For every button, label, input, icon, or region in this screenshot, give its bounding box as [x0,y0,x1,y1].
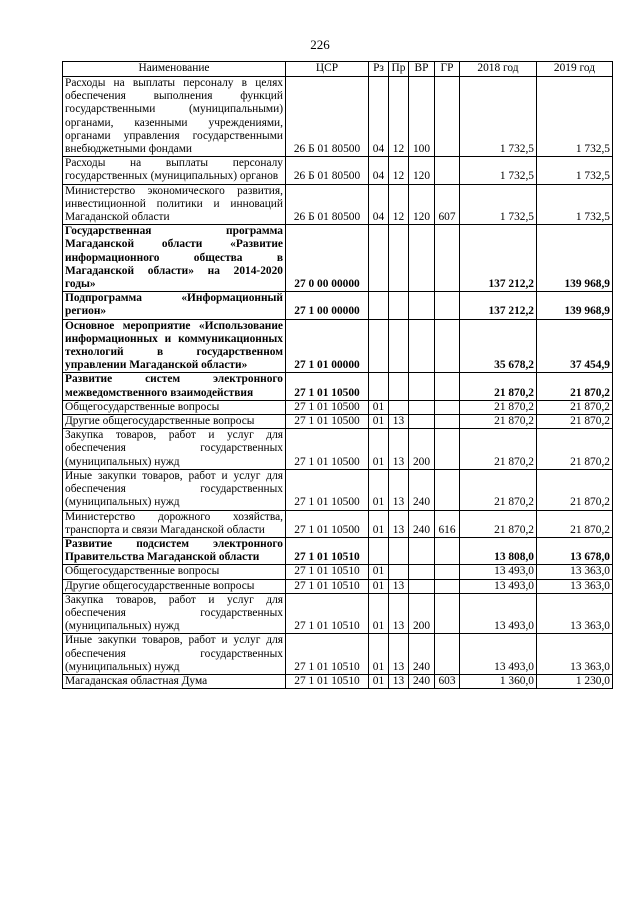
cell-rz [369,225,389,292]
cell-csr: 27 1 01 10500 [286,400,369,414]
cell-gr [435,225,460,292]
cell-csr: 27 1 01 10510 [286,537,369,564]
cell-2019: 21 870,2 [537,469,613,510]
header-2018: 2018 год [460,62,537,77]
cell-2018: 21 870,2 [460,469,537,510]
cell-vr: 240 [409,674,435,688]
cell-2018: 21 870,2 [460,510,537,537]
table-row [63,469,613,510]
cell-vr [409,579,435,593]
table-row [63,537,613,564]
cell-2019: 21 870,2 [537,415,613,429]
cell-vr [409,400,435,414]
budget-table [62,61,613,689]
cell-gr [435,400,460,414]
cell-gr [435,319,460,373]
cell-gr [435,634,460,675]
cell-vr: 120 [409,157,435,184]
cell-gr [435,373,460,400]
cell-2019: 1 732,5 [537,184,613,225]
cell-gr [435,292,460,319]
cell-vr: 200 [409,593,435,634]
cell-name: Другие общегосударственные вопросы [63,579,286,593]
cell-vr [409,292,435,319]
table-row [63,319,613,373]
cell-csr: 27 1 00 00000 [286,292,369,319]
cell-name: Министерство дорожного хозяйства, транспорта и связи Магаданской области [63,510,286,537]
cell-csr: 27 1 01 10510 [286,579,369,593]
cell-vr: 120 [409,184,435,225]
cell-2018: 137 212,2 [460,225,537,292]
cell-pr [389,565,409,579]
cell-2019: 1 732,5 [537,157,613,184]
cell-rz: 04 [369,157,389,184]
cell-2018: 137 212,2 [460,292,537,319]
cell-name: Министерство экономического развития, инвестиционной политики и инноваций Магаданской области [63,184,286,225]
table-row [63,292,613,319]
cell-rz: 01 [369,593,389,634]
cell-rz: 01 [369,400,389,414]
cell-2018: 13 493,0 [460,593,537,634]
table-row [63,415,613,429]
cell-2018: 13 493,0 [460,565,537,579]
cell-2018: 21 870,2 [460,415,537,429]
table-row [63,429,613,470]
cell-name: Общегосударственные вопросы [63,565,286,579]
cell-gr [435,415,460,429]
cell-vr: 100 [409,77,435,157]
cell-rz: 04 [369,184,389,225]
cell-gr [435,593,460,634]
cell-pr [389,225,409,292]
cell-2019: 13 678,0 [537,537,613,564]
cell-name: Подпрограмма «Информационный регион» [63,292,286,319]
cell-2018: 1 732,5 [460,184,537,225]
cell-csr: 27 1 01 10500 [286,510,369,537]
cell-2018: 21 870,2 [460,373,537,400]
cell-2019: 139 968,9 [537,225,613,292]
cell-rz: 01 [369,634,389,675]
cell-csr: 27 1 01 10500 [286,429,369,470]
table-row [63,510,613,537]
table-row [63,593,613,634]
cell-rz: 01 [369,429,389,470]
header-row [63,62,613,77]
cell-2019: 1 230,0 [537,674,613,688]
cell-csr: 26 Б 01 80500 [286,184,369,225]
cell-name: Магаданская областная Дума [63,674,286,688]
cell-rz: 01 [369,510,389,537]
header-rz: Рз [369,62,389,77]
cell-vr [409,565,435,579]
cell-2018: 13 808,0 [460,537,537,564]
cell-pr [389,537,409,564]
cell-2018: 21 870,2 [460,429,537,470]
cell-csr: 27 1 01 10500 [286,415,369,429]
cell-gr [435,579,460,593]
cell-2018: 1 732,5 [460,157,537,184]
header-2019: 2019 год [537,62,613,77]
cell-name: Расходы на выплаты персоналу государственных (муниципальных) органов [63,157,286,184]
header-csr: ЦСР [286,62,369,77]
cell-2018: 35 678,2 [460,319,537,373]
cell-vr [409,537,435,564]
cell-gr: 607 [435,184,460,225]
cell-gr [435,469,460,510]
cell-2019: 37 454,9 [537,319,613,373]
cell-2019: 139 968,9 [537,292,613,319]
cell-rz: 01 [369,674,389,688]
cell-pr: 12 [389,184,409,225]
cell-pr: 12 [389,157,409,184]
cell-rz: 01 [369,415,389,429]
cell-csr: 27 1 01 10510 [286,674,369,688]
cell-csr: 27 1 01 10510 [286,593,369,634]
cell-pr: 13 [389,429,409,470]
header-gr: ГР [435,62,460,77]
cell-pr: 13 [389,579,409,593]
cell-vr: 240 [409,510,435,537]
cell-pr: 13 [389,469,409,510]
header-name: Наименование [63,62,286,77]
cell-2019: 21 870,2 [537,429,613,470]
cell-csr: 26 Б 01 80500 [286,157,369,184]
cell-rz [369,537,389,564]
cell-vr [409,225,435,292]
cell-gr [435,77,460,157]
table-row [63,674,613,688]
cell-2019: 13 363,0 [537,579,613,593]
cell-name: Развитие систем электронного межведомственного взаимодействия [63,373,286,400]
cell-rz: 01 [369,579,389,593]
cell-2019: 13 363,0 [537,565,613,579]
cell-2019: 21 870,2 [537,373,613,400]
cell-pr: 13 [389,415,409,429]
cell-gr [435,565,460,579]
cell-vr: 240 [409,469,435,510]
cell-csr: 27 1 01 00000 [286,319,369,373]
table-row [63,400,613,414]
page-number: 226 [310,37,330,52]
cell-2018: 13 493,0 [460,634,537,675]
cell-name: Расходы на выплаты персоналу в целях обеспечения выполнения функций государственными (муниципальными) органами, казенными учреждениями, органами управления государственными внебюджетными фондами [63,77,286,157]
cell-pr [389,373,409,400]
cell-csr: 27 0 00 00000 [286,225,369,292]
cell-name: Основное мероприятие «Использование информационных и коммуникационных технологий в государственном управлении Магаданской области» [63,319,286,373]
cell-2018: 21 870,2 [460,400,537,414]
cell-gr [435,429,460,470]
table-row [63,565,613,579]
cell-rz: 04 [369,77,389,157]
cell-2019: 21 870,2 [537,510,613,537]
cell-gr: 616 [435,510,460,537]
cell-vr [409,415,435,429]
cell-pr [389,292,409,319]
cell-pr [389,400,409,414]
cell-2018: 1 360,0 [460,674,537,688]
cell-vr [409,319,435,373]
header-vr: ВР [409,62,435,77]
cell-name: Другие общегосударственные вопросы [63,415,286,429]
cell-csr: 27 1 01 10500 [286,373,369,400]
cell-pr [389,319,409,373]
cell-name: Общегосударственные вопросы [63,400,286,414]
cell-name: Иные закупки товаров, работ и услуг для обеспечения государственных (муниципальных) нужд [63,469,286,510]
table-row [63,184,613,225]
cell-csr: 27 1 01 10500 [286,469,369,510]
table-row [63,373,613,400]
cell-name: Закупка товаров, работ и услуг для обеспечения государственных (муниципальных) нужд [63,429,286,470]
cell-rz: 01 [369,565,389,579]
cell-pr: 13 [389,674,409,688]
cell-gr [435,157,460,184]
cell-2018: 13 493,0 [460,579,537,593]
cell-2019: 21 870,2 [537,400,613,414]
table-row [63,157,613,184]
cell-2019: 13 363,0 [537,593,613,634]
cell-rz [369,292,389,319]
cell-name: Государственная программа Магаданской области «Развитие информационного общества в Магаданской области» на 2014-2020 годы» [63,225,286,292]
cell-vr [409,373,435,400]
table-row [63,77,613,157]
cell-pr: 13 [389,593,409,634]
cell-pr: 13 [389,510,409,537]
cell-gr: 603 [435,674,460,688]
table-row [63,225,613,292]
cell-csr: 27 1 01 10510 [286,634,369,675]
cell-name: Закупка товаров, работ и услуг для обеспечения государственных (муниципальных) нужд [63,593,286,634]
cell-csr: 27 1 01 10510 [286,565,369,579]
cell-name: Иные закупки товаров, работ и услуг для обеспечения государственных (муниципальных) нужд [63,634,286,675]
cell-pr: 12 [389,77,409,157]
cell-vr: 200 [409,429,435,470]
cell-rz [369,319,389,373]
cell-csr: 26 Б 01 80500 [286,77,369,157]
cell-rz [369,373,389,400]
cell-name: Развитие подсистем электронного Правительства Магаданской области [63,537,286,564]
cell-2019: 13 363,0 [537,634,613,675]
table-row [63,634,613,675]
cell-2018: 1 732,5 [460,77,537,157]
header-pr: Пр [389,62,409,77]
cell-pr: 13 [389,634,409,675]
cell-rz: 01 [369,469,389,510]
cell-2019: 1 732,5 [537,77,613,157]
table-row [63,579,613,593]
cell-vr: 240 [409,634,435,675]
cell-gr [435,537,460,564]
